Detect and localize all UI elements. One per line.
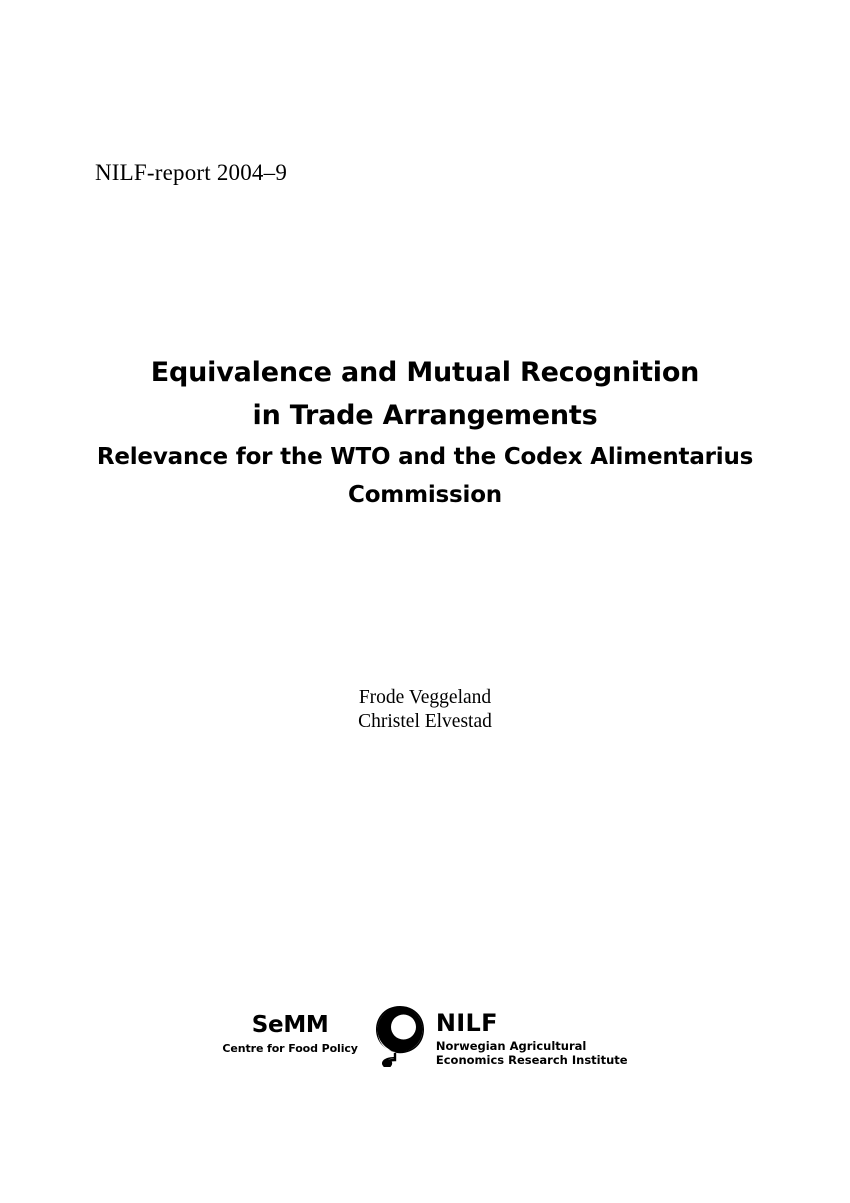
nilf-logo [436, 1005, 628, 1068]
nilf-logo-name: NILF [435, 1009, 498, 1037]
author-list [95, 686, 755, 734]
document-title [95, 352, 755, 437]
title-line-1: Equivalence and Mutual Recognition [150, 357, 700, 388]
nilf-emblem-icon [374, 1005, 426, 1067]
author-name: Frode Veggeland [358, 687, 492, 708]
document-subtitle [95, 439, 755, 514]
nilf-tagline-line-1: Norwegian Agricultural [435, 1039, 587, 1053]
title-block [95, 352, 755, 514]
publisher-logo-bar [0, 1005, 850, 1068]
report-identifier: NILF-report 2004–9 [95, 160, 288, 185]
subtitle-line-2: Commission [348, 481, 502, 508]
nilf-logo-tagline [436, 1039, 628, 1068]
title-line-2: in Trade Arrangements [252, 399, 598, 431]
semm-logo-tagline: Centre for Food Policy [222, 1042, 358, 1056]
semm-logo [222, 1005, 357, 1055]
semm-logo-name: SeMM [251, 1012, 329, 1038]
author-name: Christel Elvestad [358, 710, 492, 732]
nilf-tagline-line-2: Economics Research Institute [435, 1053, 628, 1068]
subtitle-line-1: Relevance for the WTO and the Codex Alimentarius [96, 444, 754, 471]
